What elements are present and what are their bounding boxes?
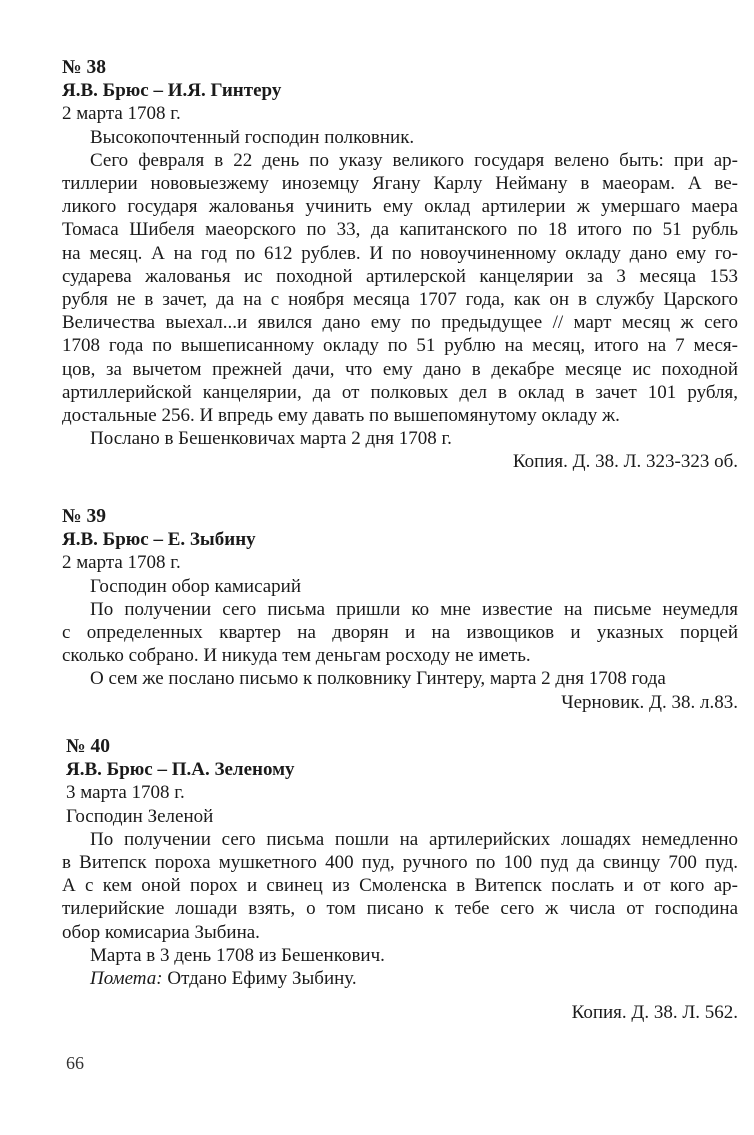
doc39-body: [62, 598, 738, 668]
doc38-sent: Послано в Бешенковичах марта 2 дня 1708 г.: [90, 428, 452, 450]
doc38-body-line: артиллерийской канцелярии, да от полковых дел в оклад в зачет 101 рубля,: [62, 381, 738, 403]
doc38-body-line: Томаса Шибеля маеорского по 33, да капитанского по 18 итого по 51 рубль: [62, 219, 738, 241]
doc40-body-line: По получении сего письма пошли на артилерийских лошадях немедленно: [90, 828, 738, 850]
doc40-body: [62, 828, 738, 944]
doc40-date: 3 марта 1708 г.: [66, 782, 185, 804]
doc40-source: Копия. Д. 38. Л. 562.: [571, 1002, 738, 1024]
doc39-salutation: Господин обор камисарий: [90, 575, 302, 597]
doc40-body-line: обор комисариа Зыбина.: [62, 921, 260, 943]
document-38: [62, 56, 738, 474]
doc38-body: [62, 149, 738, 427]
doc40-number: № 40: [66, 736, 110, 757]
doc39-body-line: По получении сего письма пришли ко мне известие на письме неумедля: [90, 598, 738, 620]
doc40-body-line: тилерийские лошади взять, о том писано к тебе сего ж числа от господина: [62, 898, 738, 920]
doc38-body-line: Величества выехал...и явился дано ему по предыдущее // март месяц ж сего: [62, 312, 738, 334]
doc39-number: № 39: [62, 506, 106, 527]
doc40-note-label: Помета:: [90, 968, 163, 990]
doc39-body-line: с определенных квартер на дворян и на извощиков и указных порцей: [62, 622, 738, 644]
page-number: 66: [66, 1053, 84, 1073]
doc40-note: [66, 967, 738, 990]
doc38-body-line: 1708 года по вышеписанному окладу по 51 рублю на месяц, итого на 7 меся-: [62, 335, 738, 357]
doc38-number: № 38: [62, 57, 106, 78]
doc38-body-line: тиллерии нововыезжему иноземцу Ягану Карлу Нейману в маеорам. А ве-: [62, 173, 738, 195]
doc39-heading: Я.В. Брюс – Е. Зыбину: [62, 529, 256, 551]
doc38-body-line: на месяц. А на год по 612 рублев. И по новоучиненному окладу дано ему го-: [62, 242, 738, 264]
doc38-date: 2 марта 1708 г.: [62, 103, 181, 125]
doc38-body-line: сударева жалованья ис походной артилерской канцелярии за 3 месяца 153: [62, 265, 738, 287]
doc38-body-line: рубля не в зачет, да на с ноября месяца 1707 года, как он в службу Царского: [62, 289, 738, 311]
doc40-body-line: в Витепск пороха мушкетного 400 пуд, ручного по 100 пуд да свинцу 700 пуд.: [62, 852, 738, 874]
doc40-sent: Марта в 3 день 1708 из Бешенкович.: [90, 944, 385, 966]
doc38-salutation: Высокопочтенный господин полковник.: [90, 126, 415, 148]
doc38-body-line: цов, за вычетом прежней дачи, что ему дано в декабре месяце ис походной: [62, 358, 738, 380]
document-40: [62, 735, 738, 1024]
doc39-body-line: сколько собрано. И никуда тем деньгам росходу не иметь.: [62, 645, 531, 667]
doc40-heading: Я.В. Брюс – П.А. Зеленому: [66, 759, 295, 781]
doc38-source: Копия. Д. 38. Л. 323-323 об.: [512, 451, 738, 473]
doc39-source: Черновик. Д. 38. л.83.: [561, 691, 738, 713]
doc40-body-line: А с кем оной порох и свинец из Смоленска в Витепск послать и от кого ар-: [62, 875, 738, 897]
doc40-note-text: Отдано Ефиму Зыбину.: [162, 968, 357, 990]
document-39: [62, 505, 738, 714]
doc40-salutation: Господин Зеленой: [66, 805, 214, 827]
doc38-body-line: ликого государя жалованья учинить ему оклад артилерии ж умершаго маера: [62, 196, 738, 218]
doc39-date: 2 марта 1708 г.: [62, 552, 181, 574]
doc38-body-line: достальные 256. И впредь ему давать по вышепомянутому окладу ж.: [62, 405, 620, 427]
doc38-heading: Я.В. Брюс – И.Я. Гинтеру: [62, 80, 282, 102]
doc39-sent: О сем же послано письмо к полковнику Гинтеру, марта 2 дня 1708 года: [90, 668, 666, 690]
doc38-body-line: Сего февраля в 22 день по указу великого государя велено быть: при ар-: [90, 149, 738, 171]
